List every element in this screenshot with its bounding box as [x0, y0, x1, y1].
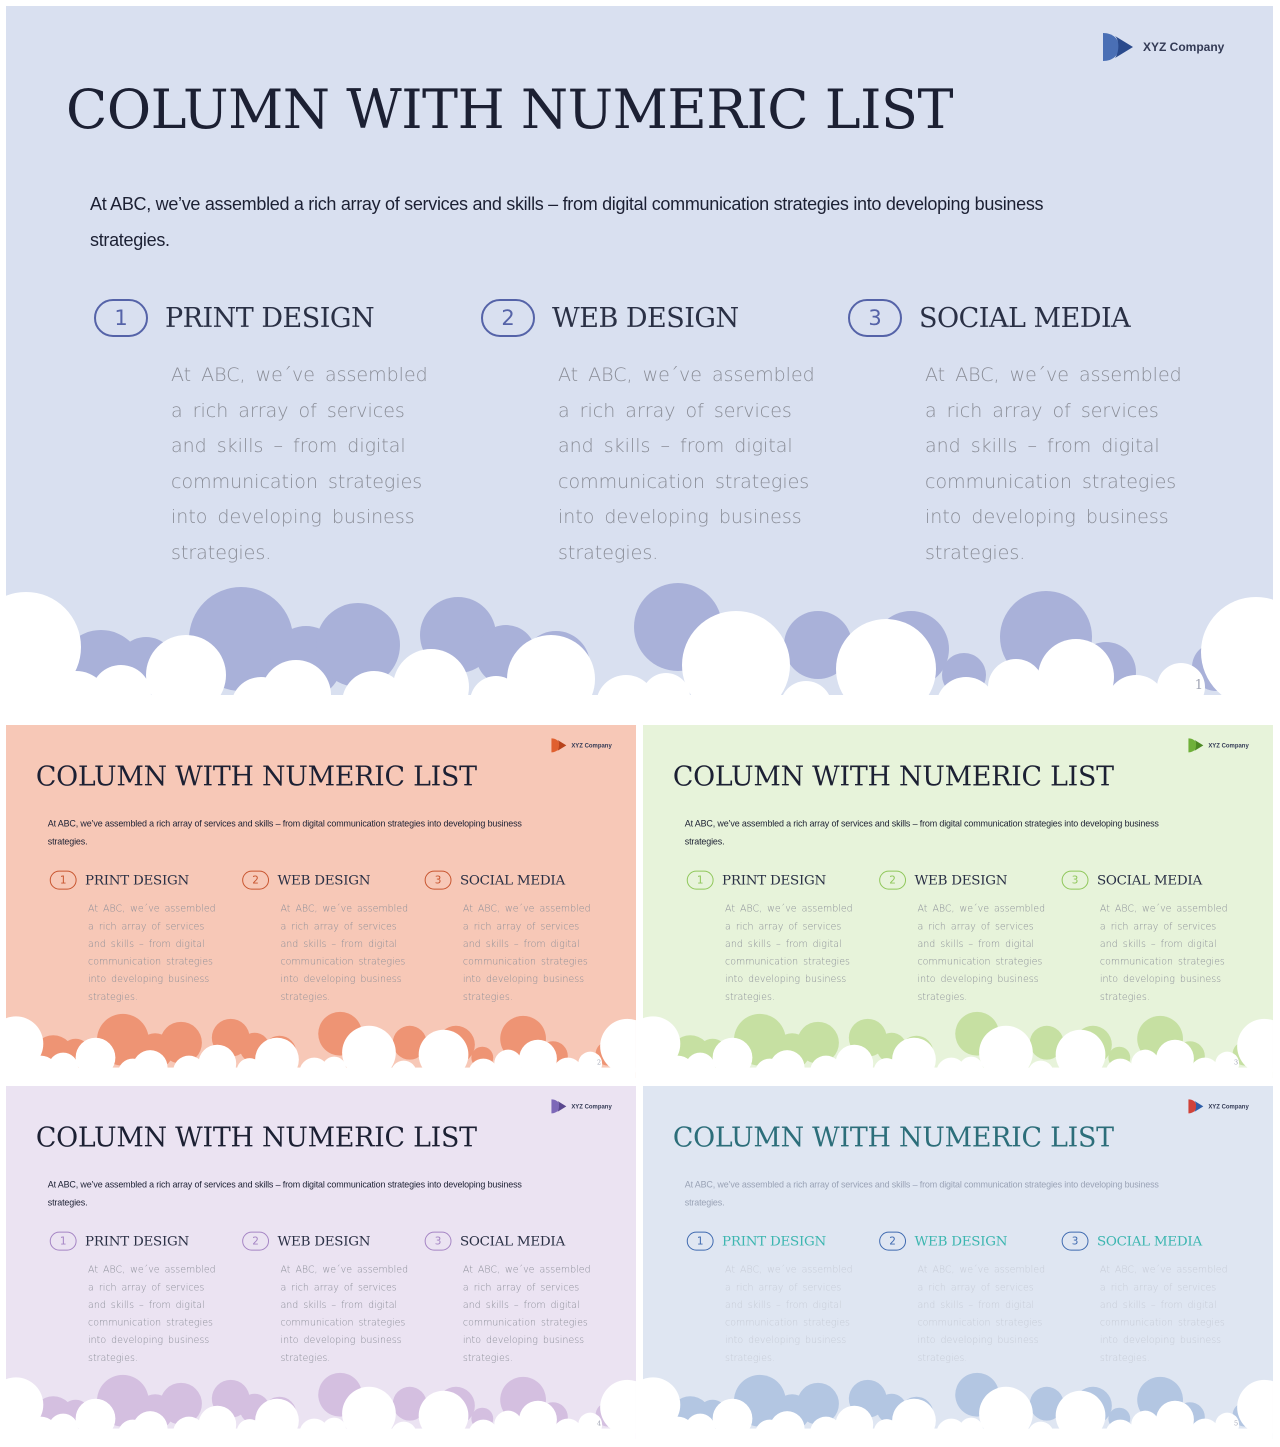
- column-body: At ABC, we´ve assembled a rich array of services and skills – from digital communication strategies into developing business strategies.: [280, 1263, 409, 1364]
- number-badge: 2: [879, 871, 906, 890]
- slide-intro: At ABC, we’ve assembled a rich array of services and skills – from digital communication strategies into developing business strategies.: [47, 818, 522, 847]
- column-title: SOCIAL MEDIA: [459, 872, 565, 888]
- column-title: SOCIAL MEDIA: [459, 1233, 565, 1249]
- cloud-decoration: [643, 1370, 1273, 1439]
- column-body: At ABC, we´ve assembled a rich array of services and skills – from digital communication strategies into developing business strategies.: [917, 1263, 1046, 1364]
- number-badge: 3: [425, 1232, 452, 1251]
- column-body: At ABC, we´ve assembled a rich array of services and skills – from digital communication strategies into developing business strategies.: [88, 1263, 216, 1364]
- slide-3: [643, 725, 1273, 1078]
- column-title: PRINT DESIGN: [722, 1233, 827, 1249]
- column-body: At ABC, we´ve assembled a rich array of services and skills – from digital communication strategies into developing business strategies.: [462, 902, 591, 1003]
- column-body: At ABC, we´ve assembled a rich array of services and skills – from digital communication strategies into developing business strategies.: [280, 902, 409, 1003]
- number-badge: 1: [50, 1232, 77, 1251]
- column-body: At ABC, we´ve assembled a rich array of services and skills – from digital communication strategies into developing business strategies.: [725, 1263, 853, 1364]
- column-body: At ABC, we´ve assembled a rich array of services and skills – from digital communication strategies into developing business strategies.: [88, 902, 216, 1003]
- number-badge: 1: [687, 1232, 714, 1251]
- column-print-design: [94, 296, 434, 572]
- company-logo: [550, 737, 611, 753]
- slide-title: COLUMN WITH NUMERIC LIST: [672, 1121, 1114, 1154]
- column-body: At ABC, we´ve assembled a rich array of services and skills – from digital communication strategies into developing business strategies.: [1099, 902, 1228, 1003]
- number-badge: 3: [425, 871, 452, 890]
- column-body: At ABC, we´ve assembled a rich array of services and skills – from digital communication strategies into developing business strategies.: [171, 364, 428, 564]
- column-header: [879, 1230, 1048, 1252]
- column-header: [1062, 869, 1231, 891]
- cloud-decoration: [6, 1009, 636, 1078]
- column-web-design: [481, 296, 821, 572]
- column-title: WEB DESIGN: [552, 302, 739, 334]
- logo-icon: [550, 737, 567, 753]
- logo-icon: [550, 1098, 567, 1114]
- slide-intro: At ABC, we’ve assembled a rich array of services and skills – from digital communication strategies into developing business strategies.: [684, 1179, 1159, 1208]
- slide-content: [643, 1086, 1273, 1439]
- slide-intro: At ABC, we’ve assembled a rich array of services and skills – from digital communication strategies into developing business strategies.: [684, 818, 1159, 847]
- column-header: [425, 1230, 594, 1252]
- page-number: 4: [597, 1420, 602, 1428]
- column-print-design: [50, 1230, 219, 1367]
- column-title: SOCIAL MEDIA: [1096, 1233, 1202, 1249]
- logo-text: XYZ Company: [571, 741, 612, 749]
- column-header: [687, 1230, 856, 1252]
- company-logo: [1187, 1098, 1248, 1114]
- number-badge: 3: [848, 299, 902, 337]
- column-social-media: [425, 869, 594, 1006]
- column-title: WEB DESIGN: [914, 1233, 1008, 1249]
- column-title: WEB DESIGN: [277, 872, 371, 888]
- column-title: PRINT DESIGN: [165, 302, 375, 334]
- column-body: At ABC, we´ve assembled a rich array of services and skills – from digital communication strategies into developing business strategies.: [462, 1263, 591, 1364]
- slide-content: [643, 725, 1273, 1078]
- column-social-media: [425, 1230, 594, 1367]
- column-header: [848, 296, 1188, 340]
- slide-1: [6, 6, 1273, 717]
- slide-title: COLUMN WITH NUMERIC LIST: [35, 760, 477, 793]
- column-body: At ABC, we´ve assembled a rich array of services and skills – from digital communication strategies into developing business strategies.: [925, 364, 1182, 564]
- number-badge: 2: [481, 299, 535, 337]
- page-number: 1: [1194, 678, 1203, 693]
- column-title: PRINT DESIGN: [85, 1233, 190, 1249]
- number-badge: 1: [94, 299, 148, 337]
- company-logo: [1101, 31, 1224, 63]
- page-number: 2: [597, 1059, 602, 1067]
- column-web-design: [242, 869, 411, 1006]
- column-title: PRINT DESIGN: [85, 872, 190, 888]
- slide-title: COLUMN WITH NUMERIC LIST: [35, 1121, 477, 1154]
- column-title: WEB DESIGN: [277, 1233, 371, 1249]
- column-web-design: [242, 1230, 411, 1367]
- column-web-design: [879, 1230, 1048, 1367]
- number-badge: 3: [1062, 1232, 1089, 1251]
- number-badge: 3: [1062, 871, 1089, 890]
- cloud-decoration: [6, 1370, 636, 1439]
- slide-intro: At ABC, we’ve assembled a rich array of services and skills – from digital communication strategies into developing business strategies.: [90, 194, 1044, 250]
- cloud-decoration: [643, 1009, 1273, 1078]
- number-badge: 2: [242, 871, 269, 890]
- number-badge: 2: [879, 1232, 906, 1251]
- slide-4: [6, 1086, 636, 1439]
- column-web-design: [879, 869, 1048, 1006]
- column-social-media: [848, 296, 1188, 572]
- slide-title: COLUMN WITH NUMERIC LIST: [672, 760, 1114, 793]
- column-body: At ABC, we´ve assembled a rich array of services and skills – from digital communication strategies into developing business strategies.: [917, 902, 1046, 1003]
- page-number: 5: [1234, 1420, 1239, 1428]
- logo-text: XYZ Company: [1208, 741, 1249, 749]
- column-header: [879, 869, 1048, 891]
- column-body: At ABC, we´ve assembled a rich array of services and skills – from digital communication strategies into developing business strategies.: [1099, 1263, 1228, 1364]
- company-logo: [1187, 737, 1248, 753]
- column-print-design: [50, 869, 219, 1006]
- slide-content: [6, 1086, 636, 1439]
- slide-5: [643, 1086, 1273, 1439]
- slide-content: [6, 725, 636, 1078]
- column-header: [50, 869, 219, 891]
- logo-icon: [1101, 31, 1135, 63]
- column-title: SOCIAL MEDIA: [919, 302, 1131, 334]
- column-header: [481, 296, 821, 340]
- number-badge: 1: [687, 871, 714, 890]
- column-header: [94, 296, 434, 340]
- cloud-decoration: [6, 577, 1273, 717]
- column-body: At ABC, we´ve assembled a rich array of services and skills – from digital communication strategies into developing business strategies.: [725, 902, 853, 1003]
- logo-text: XYZ Company: [1143, 40, 1225, 54]
- logo-text: XYZ Company: [1208, 1102, 1249, 1110]
- column-header: [687, 869, 856, 891]
- column-title: WEB DESIGN: [914, 872, 1008, 888]
- column-title: PRINT DESIGN: [722, 872, 827, 888]
- logo-text: XYZ Company: [571, 1102, 612, 1110]
- number-badge: 2: [242, 1232, 269, 1251]
- column-header: [242, 869, 411, 891]
- slide-content: [6, 6, 1273, 717]
- column-title: SOCIAL MEDIA: [1096, 872, 1202, 888]
- logo-icon: [1187, 1098, 1204, 1114]
- company-logo: [550, 1098, 611, 1114]
- number-badge: 1: [50, 871, 77, 890]
- column-body: At ABC, we´ve assembled a rich array of services and skills – from digital communication strategies into developing business strategies.: [558, 364, 815, 564]
- column-header: [1062, 1230, 1231, 1252]
- page-number: 3: [1234, 1059, 1239, 1067]
- column-header: [242, 1230, 411, 1252]
- column-print-design: [687, 1230, 856, 1367]
- slide-intro: At ABC, we’ve assembled a rich array of services and skills – from digital communication strategies into developing business strategies.: [47, 1179, 522, 1208]
- column-social-media: [1062, 869, 1231, 1006]
- column-header: [425, 869, 594, 891]
- column-header: [50, 1230, 219, 1252]
- column-print-design: [687, 869, 856, 1006]
- slide-title: COLUMN WITH NUMERIC LIST: [66, 78, 953, 141]
- logo-icon: [1187, 737, 1204, 753]
- column-social-media: [1062, 1230, 1231, 1367]
- slide-2: [6, 725, 636, 1078]
